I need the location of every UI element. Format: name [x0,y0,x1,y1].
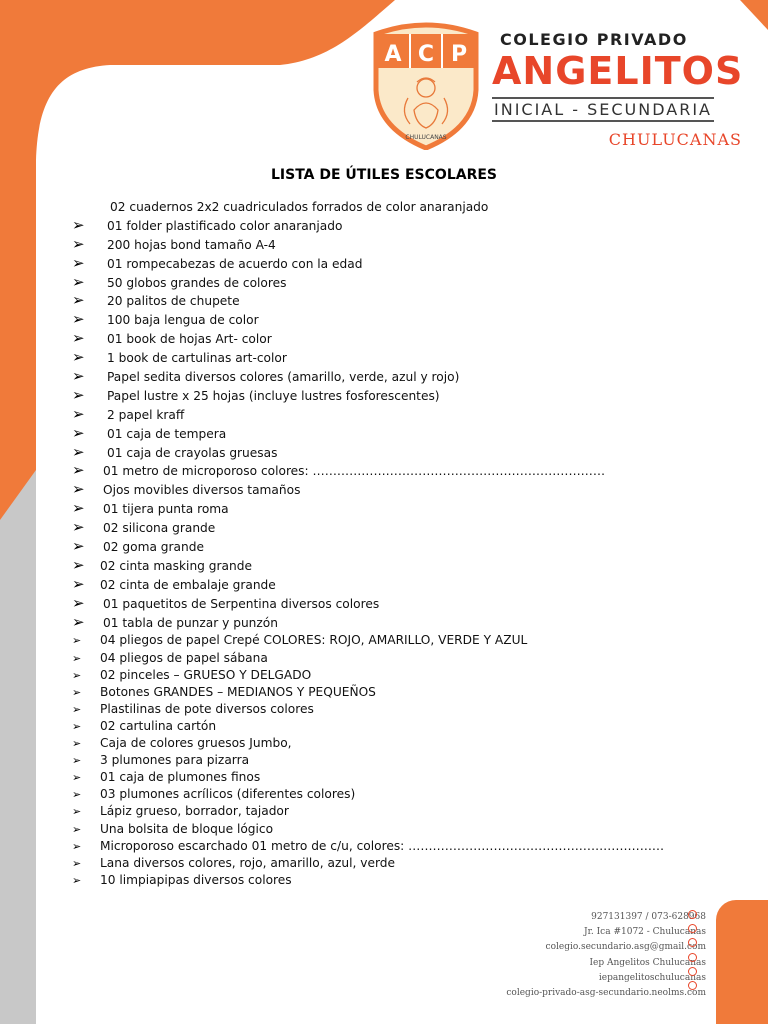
contact-line: colegio.secundario.asg@gmail.com [545,942,706,953]
arrow-bullet-icon: ➢ [72,555,85,574]
arrow-bullet-icon: ➢ [72,685,82,699]
arrow-bullet-icon: ➢ [72,771,82,785]
list-item [72,481,692,500]
list-item [72,217,692,236]
list-item [72,462,692,481]
list-item-text: Ojos movibles diversos tamaños [103,483,301,498]
crest-motto: CHULUCANAS [405,134,447,141]
document-title: LISTA DE ÚTILES ESCOLARES [270,167,498,183]
list-item [72,595,692,614]
arrow-bullet-icon: ➢ [72,788,82,802]
arrow-bullet-icon: ➢ [72,612,85,631]
email-icon [688,938,697,947]
arrow-bullet-icon: ➢ [72,805,82,819]
list-item-text: 02 goma grande [103,540,204,555]
list-item [72,330,692,349]
list-item-text: 10 limpiapipas diversos colores [100,872,292,887]
list-item [72,855,692,872]
list-item [72,538,692,557]
list-item [72,406,692,425]
list-item-text: 01 caja de crayolas gruesas [107,445,278,460]
list-item [72,425,692,444]
arrow-bullet-icon: ➢ [72,737,82,751]
arrow-bullet-icon: ➢ [72,518,85,537]
phone-icon [688,910,697,919]
list-item [72,274,692,293]
list-item-text: Botones GRANDES – MEDIANOS Y PEQUEÑOS [100,684,376,699]
arrow-bullet-icon: ➢ [72,348,85,367]
list-item-text: Papel lustre x 25 hojas (incluye lustres fosforescentes) [107,388,440,403]
list-item-text: 200 hojas bond tamaño A-4 [107,237,276,252]
arrow-bullet-icon: ➢ [72,442,85,461]
arrow-bullet-icon: ➢ [72,839,82,853]
list-item [72,821,692,838]
list-item [72,576,692,595]
arrow-bullet-icon: ➢ [72,702,82,716]
contact-footer [506,910,706,1001]
list-item-text: 01 tabla de punzar y punzón [103,615,278,630]
list-item [72,632,692,649]
list-item-text: 01 caja de plumones finos [100,770,261,785]
brand-city: CHULUCANAS [608,130,742,149]
list-item-text: Lápiz grueso, borrador, tajador [100,804,289,819]
list-item [72,387,692,406]
list-item-text: 02 cinta de embalaje grande [100,577,276,592]
list-item [72,735,692,752]
list-item-text: 50 globos grandes de colores [107,275,287,290]
list-item [72,255,692,274]
arrow-bullet-icon: ➢ [72,291,85,310]
list-item-text: 20 palitos de chupete [107,294,240,309]
list-item [72,667,692,684]
list-item-text: 02 cinta masking grande [100,558,252,573]
list-item-text: 01 tijera punta roma [103,502,229,517]
arrow-bullet-icon: ➢ [72,385,85,404]
arrow-bullet-icon: ➢ [72,329,85,348]
list-item [72,236,692,255]
arrow-bullet-icon: ➢ [72,574,85,593]
list-item-text: 2 papel kraff [107,407,185,422]
arrow-bullet-icon: ➢ [72,537,85,556]
arrow-bullet-icon: ➢ [72,215,85,234]
list-item [72,368,692,387]
brand-levels: INICIAL - SECUNDARIA [492,97,714,122]
crest-letter: P [450,42,468,67]
crest-letter: A [384,42,402,67]
arrow-bullet-icon: ➢ [72,461,85,480]
list-item-text: 3 plumones para pizarra [100,753,250,768]
list-item-text: 02 cuadernos 2x2 cuadriculados forrados de color anaranjado [110,200,489,214]
list-item [72,500,692,519]
arrow-bullet-icon: ➢ [72,253,85,272]
list-item [72,311,692,330]
list-item-text: 01 paquetitos de Serpentina diversos colores [103,596,380,611]
arrow-bullet-icon: ➢ [72,651,82,665]
list-item-text: 100 baja lengua de color [107,313,259,328]
arrow-bullet-icon: ➢ [72,367,85,386]
list-item [72,803,692,820]
list-item-text: 01 metro de microporoso colores: ……………………………………………………………… [103,464,606,479]
location-icon [688,924,697,933]
list-item-text: 02 pinceles – GRUESO Y DELGADO [100,667,312,682]
list-item [72,769,692,786]
school-brand [492,30,752,149]
list-item-text: Microporoso escarchado 01 metro de c/u, colores: ……………………………………………………… [100,838,665,853]
facebook-icon [688,953,697,962]
school-crest-logo [370,20,482,150]
list-item [72,752,692,769]
list-item-text: 04 pliegos de papel Crepé COLORES: ROJO, AMARILLO, VERDE Y AZUL [100,633,528,648]
list-item-text: 01 rompecabezas de acuerdo con la edad [107,256,363,271]
web-icon [688,981,697,990]
list-item [72,718,692,735]
list-item [72,349,692,368]
list-item-text: Caja de colores gruesos Jumbo, [100,736,292,751]
supply-list [72,198,692,889]
instagram-icon [688,967,697,976]
list-item-text: 01 folder plastificado color anaranjado [107,218,343,233]
arrow-bullet-icon: ➢ [72,822,82,836]
list-item [72,872,692,889]
list-item-text: 1 book de cartulinas art-color [107,351,287,366]
contact-line: Iep Angelitos Chulucanas [589,957,706,968]
list-item [72,684,692,701]
contact-line: iepangelitoschulucanas [598,972,706,983]
list-item [72,650,692,667]
list-item [72,614,692,633]
list-item-text: Una bolsita de bloque lógico [100,821,274,836]
arrow-bullet-icon: ➢ [72,499,85,518]
list-item-text: 03 plumones acrílicos (diferentes colores) [100,787,356,802]
arrow-bullet-icon: ➢ [72,668,82,682]
list-item-text: Papel sedita diversos colores (amarillo, verde, azul y rojo) [107,370,460,385]
arrow-bullet-icon: ➢ [72,310,85,329]
list-item [72,292,692,311]
list-item-text: 01 book de hojas Art- color [107,332,272,347]
list-item-text: 02 silicona grande [103,521,216,536]
arrow-bullet-icon: ➢ [72,856,82,870]
brand-school-name: ANGELITOS [492,49,744,93]
contact-line: Jr. Ica #1072 - Chulucanas [583,927,706,938]
list-item-text: 02 cartulina cartón [100,718,217,733]
arrow-bullet-icon: ➢ [72,719,82,733]
list-item [72,701,692,718]
arrow-bullet-icon: ➢ [72,480,85,499]
arrow-bullet-icon: ➢ [72,754,82,768]
arrow-bullet-icon: ➢ [72,423,85,442]
list-item [72,786,692,803]
arrow-bullet-icon: ➢ [72,404,85,423]
list-item [72,838,692,855]
arrow-bullet-icon: ➢ [72,593,85,612]
crest-letter: C [417,42,435,67]
list-item [72,198,692,217]
list-item [72,444,692,463]
contact-icons [688,910,697,995]
list-item [72,557,692,576]
list-item-text: 01 caja de tempera [107,426,227,441]
list-item-text: 04 pliegos de papel sábana [100,650,268,665]
arrow-bullet-icon: ➢ [72,634,82,648]
list-item [72,519,692,538]
list-item-text: Plastilinas de pote diversos colores [100,701,314,716]
arrow-bullet-icon: ➢ [72,272,85,291]
list-item-text: Lana diversos colores, rojo, amarillo, azul, verde [100,855,395,870]
brand-top-line: COLEGIO PRIVADO [500,30,688,49]
contact-line: 927131397 / 073-628968 [591,912,706,922]
arrow-bullet-icon: ➢ [72,873,82,887]
arrow-bullet-icon: ➢ [72,234,85,253]
contact-line: colegio-privado-asg-secundario.neolms.com [506,987,706,998]
